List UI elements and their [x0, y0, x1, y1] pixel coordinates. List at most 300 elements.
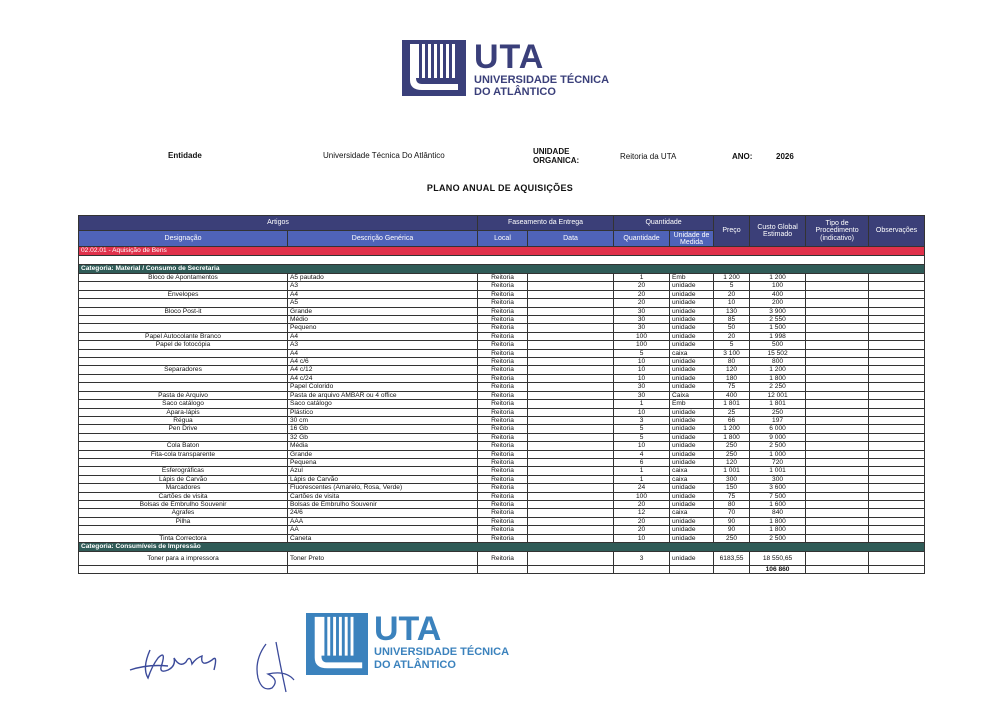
cell-data [528, 425, 614, 433]
col-data: Data [528, 231, 614, 247]
cell-local: Reitoria [478, 282, 528, 290]
cell-local: Reitoria [478, 416, 528, 424]
cell-unidade: unidade [670, 282, 714, 290]
cell-unidade: unidade [670, 341, 714, 349]
cell-local: Reitoria [478, 290, 528, 298]
cell-data [528, 526, 614, 534]
cell-preco: 120 [714, 366, 750, 374]
col-local: Local [478, 231, 528, 247]
cell-descricao: A4 [288, 349, 478, 357]
cell-descricao: Bolsas de Embrulho Souvenir [288, 500, 478, 508]
cell-custo: 1 500 [750, 324, 806, 332]
total-empty-cell [79, 566, 288, 574]
watermark-line-2: DO ATLÂNTICO [374, 659, 456, 671]
cell-tipo [806, 425, 869, 433]
cell-observacoes [869, 374, 925, 382]
cell-data [528, 374, 614, 382]
cell-designacao: Bolsas de Embrulho Souvenir [79, 500, 288, 508]
cell-descricao: Caneta [288, 534, 478, 542]
entidade-value: Universidade Técnica Do Atlântico [323, 151, 445, 160]
cell-designacao: Envelopes [79, 290, 288, 298]
cell-designacao: Esferográficas [79, 467, 288, 475]
table-header-groups [79, 216, 925, 231]
cell-quantidade: 10 [614, 374, 670, 382]
cell-unidade: unidade [670, 299, 714, 307]
cell-designacao [79, 282, 288, 290]
cell-preco: 6183,55 [714, 552, 750, 566]
cell-custo: 1 200 [750, 366, 806, 374]
ano-value: 2026 [776, 152, 794, 161]
cell-preco: 3 100 [714, 349, 750, 357]
cell-custo: 3 600 [750, 484, 806, 492]
logo-line-1: UNIVERSIDADE TÉCNICA [474, 74, 610, 86]
cell-local: Reitoria [478, 374, 528, 382]
cell-custo: 1 000 [750, 450, 806, 458]
cell-local: Reitoria [478, 341, 528, 349]
cell-tipo [806, 299, 869, 307]
cell-designacao: Pilha [79, 517, 288, 525]
cell-data [528, 366, 614, 374]
cell-preco: 400 [714, 391, 750, 399]
cell-tipo [806, 526, 869, 534]
table-row [79, 450, 925, 458]
cell-preco: 50 [714, 324, 750, 332]
cell-preco: 1 800 [714, 433, 750, 441]
col-tipo: Tipo de Procedimento (indicativo) [806, 216, 869, 247]
cell-descricao: A4 c/24 [288, 374, 478, 382]
cell-observacoes [869, 509, 925, 517]
cell-custo: 18 550,65 [750, 552, 806, 566]
total-empty-cell [714, 566, 750, 574]
cell-data [528, 358, 614, 366]
cell-local: Reitoria [478, 534, 528, 542]
cell-designacao: Pen Drive [79, 425, 288, 433]
category-row [79, 543, 925, 552]
cell-tipo [806, 467, 869, 475]
cell-observacoes [869, 282, 925, 290]
cell-observacoes [869, 467, 925, 475]
cell-designacao: Cartões de visita [79, 492, 288, 500]
cell-designacao [79, 299, 288, 307]
cell-unidade: caixa [670, 475, 714, 483]
table-row [79, 400, 925, 408]
table-row [79, 383, 925, 391]
cell-unidade: unidade [670, 383, 714, 391]
table-row [79, 517, 925, 525]
cell-local: Reitoria [478, 324, 528, 332]
cell-tipo [806, 500, 869, 508]
cell-quantidade: 20 [614, 500, 670, 508]
cell-quantidade: 30 [614, 307, 670, 315]
cell-local: Reitoria [478, 509, 528, 517]
cell-tipo [806, 307, 869, 315]
uta-logo [402, 40, 609, 98]
cell-data [528, 349, 614, 357]
cell-unidade: Emb [670, 400, 714, 408]
cell-unidade: caixa [670, 349, 714, 357]
cell-local: Reitoria [478, 450, 528, 458]
cell-descricao: Pasta de arquivo AMBAR ou 4 office [288, 391, 478, 399]
cell-unidade: unidade [670, 408, 714, 416]
total-empty-cell [869, 566, 925, 574]
table-row [79, 290, 925, 298]
cell-quantidade: 3 [614, 552, 670, 566]
cell-observacoes [869, 383, 925, 391]
cell-designacao: Lápis de Carvão [79, 475, 288, 483]
cell-tipo [806, 374, 869, 382]
cell-data [528, 467, 614, 475]
cell-unidade: caixa [670, 467, 714, 475]
cell-designacao: Agrafes [79, 509, 288, 517]
cell-observacoes [869, 324, 925, 332]
cell-preco: 20 [714, 290, 750, 298]
section-label: 02.02.01 - Aquisição de Bens [79, 247, 925, 256]
cell-tipo [806, 534, 869, 542]
cell-tipo [806, 458, 869, 466]
cell-designacao: Bloco de Apontamentos [79, 274, 288, 282]
cell-observacoes [869, 299, 925, 307]
cell-preco: 130 [714, 307, 750, 315]
cell-tipo [806, 517, 869, 525]
cell-tipo [806, 391, 869, 399]
table-row [79, 341, 925, 349]
cell-tipo [806, 366, 869, 374]
cell-local: Reitoria [478, 425, 528, 433]
cell-custo: 300 [750, 475, 806, 483]
col-unidade: Unidade de Medida [670, 231, 714, 247]
cell-custo: 2 500 [750, 534, 806, 542]
cell-descricao: A4 c/12 [288, 366, 478, 374]
unidade-label-1: UNIDADE [533, 147, 570, 156]
cell-data [528, 341, 614, 349]
cell-preco: 75 [714, 492, 750, 500]
cell-preco: 1 801 [714, 400, 750, 408]
cell-unidade: unidade [670, 366, 714, 374]
cell-data [528, 475, 614, 483]
category-row [79, 265, 925, 274]
cell-unidade: unidade [670, 517, 714, 525]
cell-quantidade: 4 [614, 450, 670, 458]
cell-quantidade: 1 [614, 400, 670, 408]
cell-data [528, 517, 614, 525]
cell-data [528, 416, 614, 424]
cell-data [528, 433, 614, 441]
cell-unidade: unidade [670, 425, 714, 433]
cell-local: Reitoria [478, 442, 528, 450]
cell-quantidade: 1 [614, 475, 670, 483]
cell-observacoes [869, 358, 925, 366]
cell-observacoes [869, 534, 925, 542]
cell-custo: 250 [750, 408, 806, 416]
cell-custo: 1 600 [750, 500, 806, 508]
cell-quantidade: 10 [614, 534, 670, 542]
total-empty-cell [670, 566, 714, 574]
cell-data [528, 458, 614, 466]
unidade-label-2: ORGANICA: [533, 156, 580, 165]
unidade-value: Reitoria da UTA [620, 152, 677, 161]
blank-row [79, 256, 925, 265]
cell-quantidade: 30 [614, 324, 670, 332]
table-row [79, 500, 925, 508]
cell-designacao [79, 526, 288, 534]
cell-custo: 6 000 [750, 425, 806, 433]
cell-unidade: Emb [670, 274, 714, 282]
cell-preco: 1 200 [714, 274, 750, 282]
cell-observacoes [869, 416, 925, 424]
cell-data [528, 408, 614, 416]
acquisitions-table [78, 215, 925, 574]
cell-local: Reitoria [478, 500, 528, 508]
cell-quantidade: 5 [614, 349, 670, 357]
ano-label: ANO: [732, 152, 753, 161]
cell-designacao: Papel de fotocópia [79, 341, 288, 349]
col-group-faseamento: Faseamento da Entrega [478, 216, 614, 231]
cell-preco: 80 [714, 358, 750, 366]
cell-quantidade: 20 [614, 517, 670, 525]
col-observacoes: Observações [869, 216, 925, 247]
cell-observacoes [869, 484, 925, 492]
table-row [79, 526, 925, 534]
cell-unidade: unidade [670, 492, 714, 500]
cell-observacoes [869, 475, 925, 483]
cell-local: Reitoria [478, 391, 528, 399]
total-empty-cell [288, 566, 478, 574]
cell-descricao: 24/6 [288, 509, 478, 517]
total-empty-cell [806, 566, 869, 574]
cell-preco: 5 [714, 282, 750, 290]
cell-descricao: A3 [288, 341, 478, 349]
cell-descricao: Papel Colorido [288, 383, 478, 391]
cell-observacoes [869, 307, 925, 315]
cell-local: Reitoria [478, 299, 528, 307]
cell-quantidade: 20 [614, 299, 670, 307]
cell-data [528, 484, 614, 492]
cell-local: Reitoria [478, 349, 528, 357]
cell-unidade: Caixa [670, 391, 714, 399]
cell-quantidade: 1 [614, 274, 670, 282]
cell-custo: 1 200 [750, 274, 806, 282]
table-row [79, 484, 925, 492]
cell-observacoes [869, 425, 925, 433]
col-quantidade: Quantidade [614, 231, 670, 247]
cell-quantidade: 24 [614, 484, 670, 492]
cell-observacoes [869, 458, 925, 466]
cell-tipo [806, 442, 869, 450]
cell-designacao: Marcadores [79, 484, 288, 492]
cell-tipo [806, 509, 869, 517]
cell-data [528, 299, 614, 307]
cell-designacao: Bloco Post-it [79, 307, 288, 315]
cell-local: Reitoria [478, 433, 528, 441]
table-row [79, 458, 925, 466]
cell-tipo [806, 433, 869, 441]
cell-local: Reitoria [478, 475, 528, 483]
cell-tipo [806, 383, 869, 391]
cell-quantidade: 30 [614, 383, 670, 391]
section-row [79, 247, 925, 256]
table-row [79, 349, 925, 357]
cell-data [528, 492, 614, 500]
cell-descricao: Fluorescentes (Amarelo, Rosa, Verde) [288, 484, 478, 492]
cell-descricao: A3 [288, 282, 478, 290]
cell-data [528, 324, 614, 332]
cell-unidade: caixa [670, 509, 714, 517]
category-label: Categoria: Consumíveis de Impressão [79, 543, 925, 552]
cell-observacoes [869, 391, 925, 399]
cell-observacoes [869, 517, 925, 525]
cell-preco: 120 [714, 458, 750, 466]
cell-data [528, 290, 614, 298]
table-row [79, 299, 925, 307]
logo-name: UTA [474, 38, 545, 76]
cell-preco: 90 [714, 526, 750, 534]
total-empty-cell [478, 566, 528, 574]
cell-tipo [806, 484, 869, 492]
cell-local: Reitoria [478, 484, 528, 492]
table-row [79, 391, 925, 399]
logo-line-2: DO ATLÂNTICO [474, 86, 556, 98]
cell-local: Reitoria [478, 492, 528, 500]
cell-descricao: A5 [288, 299, 478, 307]
table-row [79, 534, 925, 542]
table-row [79, 433, 925, 441]
cell-designacao: Saco catálogo [79, 400, 288, 408]
cell-descricao: A4 [288, 332, 478, 340]
col-designacao: Designação [79, 231, 288, 247]
cell-local: Reitoria [478, 307, 528, 315]
cell-descricao: Lápis de Carvão [288, 475, 478, 483]
cell-custo: 800 [750, 358, 806, 366]
cell-quantidade: 6 [614, 458, 670, 466]
watermark-name: UTA [374, 610, 442, 648]
cell-unidade: unidade [670, 534, 714, 542]
cell-observacoes [869, 526, 925, 534]
cell-local: Reitoria [478, 358, 528, 366]
cell-data [528, 332, 614, 340]
cell-quantidade: 100 [614, 332, 670, 340]
signature-2-icon [246, 640, 306, 700]
table-row [79, 366, 925, 374]
cell-observacoes [869, 400, 925, 408]
cell-observacoes [869, 433, 925, 441]
table-row [79, 442, 925, 450]
cell-custo: 12 001 [750, 391, 806, 399]
cell-unidade: unidade [670, 552, 714, 566]
cell-preco: 90 [714, 517, 750, 525]
cell-unidade: unidade [670, 307, 714, 315]
cell-preco: 70 [714, 509, 750, 517]
cell-tipo [806, 400, 869, 408]
cell-designacao [79, 374, 288, 382]
cell-unidade: unidade [670, 500, 714, 508]
cell-tipo [806, 475, 869, 483]
cell-tipo [806, 316, 869, 324]
cell-preco: 85 [714, 316, 750, 324]
cell-local: Reitoria [478, 467, 528, 475]
cell-preco: 250 [714, 442, 750, 450]
cell-tipo [806, 450, 869, 458]
cell-descricao: AAA [288, 517, 478, 525]
cell-unidade: unidade [670, 290, 714, 298]
cell-descricao: Média [288, 442, 478, 450]
cell-designacao [79, 383, 288, 391]
cell-tipo [806, 341, 869, 349]
cell-designacao: Tinta Correctora [79, 534, 288, 542]
uta-logo-mark-icon [402, 40, 466, 96]
cell-preco: 66 [714, 416, 750, 424]
cell-observacoes [869, 290, 925, 298]
table-row [79, 509, 925, 517]
cell-preco: 20 [714, 332, 750, 340]
uta-watermark-logo [306, 612, 509, 676]
watermark-line-1: UNIVERSIDADE TÉCNICA [374, 646, 510, 658]
cell-data [528, 282, 614, 290]
cell-descricao: Azul [288, 467, 478, 475]
col-group-quantidade: Quantidade [614, 216, 714, 231]
cell-designacao [79, 458, 288, 466]
cell-tipo [806, 290, 869, 298]
cell-tipo [806, 358, 869, 366]
cell-preco: 250 [714, 534, 750, 542]
cell-descricao: 30 cm [288, 416, 478, 424]
cell-preco: 75 [714, 383, 750, 391]
cell-custo: 840 [750, 509, 806, 517]
cell-observacoes [869, 450, 925, 458]
cell-custo: 200 [750, 299, 806, 307]
cell-observacoes [869, 332, 925, 340]
cell-local: Reitoria [478, 458, 528, 466]
cell-observacoes [869, 442, 925, 450]
cell-quantidade: 10 [614, 366, 670, 374]
cell-preco: 1 200 [714, 425, 750, 433]
cell-descricao: 32 Gb [288, 433, 478, 441]
cell-custo: 2 500 [750, 442, 806, 450]
cell-quantidade: 30 [614, 316, 670, 324]
cell-local: Reitoria [478, 400, 528, 408]
cell-local: Reitoria [478, 526, 528, 534]
cell-designacao: Papel Autocolante Branco [79, 332, 288, 340]
cell-custo: 400 [750, 290, 806, 298]
cell-designacao: Pasta de Arquivo [79, 391, 288, 399]
cell-unidade: unidade [670, 416, 714, 424]
cell-quantidade: 12 [614, 509, 670, 517]
cell-unidade: unidade [670, 332, 714, 340]
cell-descricao: AA [288, 526, 478, 534]
table-row [79, 492, 925, 500]
cell-tipo [806, 408, 869, 416]
cell-descricao: A5 pautado [288, 274, 478, 282]
cell-data [528, 383, 614, 391]
cell-data [528, 534, 614, 542]
cell-descricao: Saco catálogo [288, 400, 478, 408]
cell-preco: 1 001 [714, 467, 750, 475]
cell-observacoes [869, 274, 925, 282]
cell-custo: 1 800 [750, 517, 806, 525]
col-descricao: Descrição Genérica [288, 231, 478, 247]
cell-local: Reitoria [478, 552, 528, 566]
cell-quantidade: 10 [614, 442, 670, 450]
cell-designacao [79, 433, 288, 441]
table-row [79, 282, 925, 290]
table-row [79, 307, 925, 315]
cell-custo: 720 [750, 458, 806, 466]
cell-custo: 3 900 [750, 307, 806, 315]
cell-preco: 10 [714, 299, 750, 307]
cell-unidade: unidade [670, 324, 714, 332]
col-group-artigos: Artigos [79, 216, 478, 231]
col-custo: Custo Global Estimado [750, 216, 806, 247]
table-row [79, 374, 925, 382]
